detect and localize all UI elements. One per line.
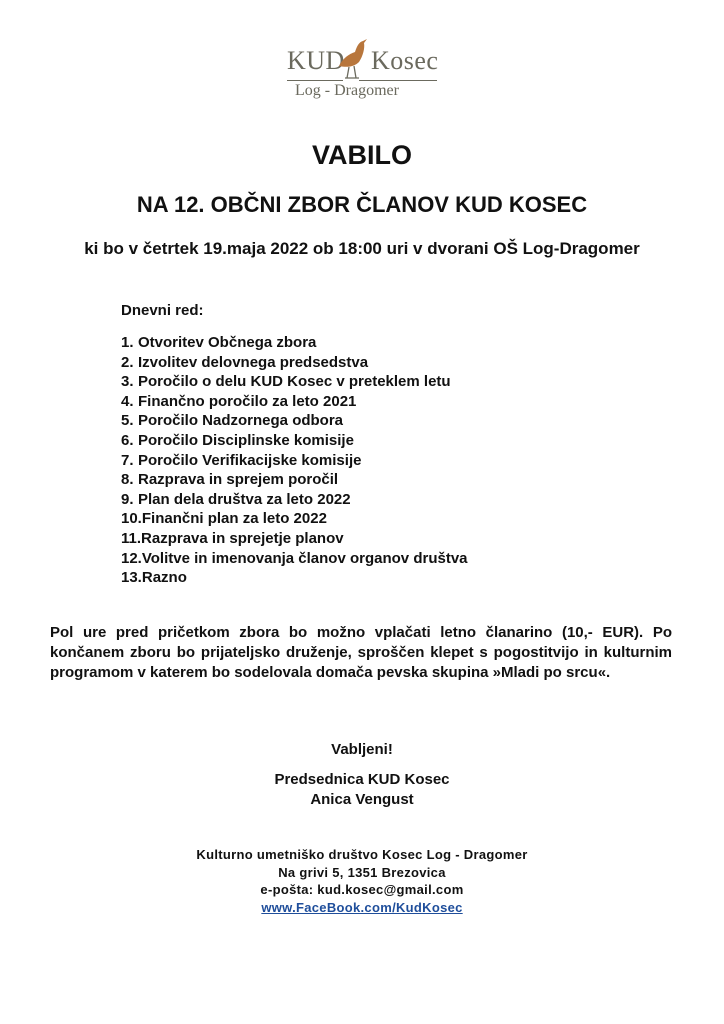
item-text: Finančno poročilo za leto 2021	[138, 392, 357, 410]
item-number: 11.	[121, 529, 142, 547]
item-text: Volitve in imenovanja članov organov društva	[141, 549, 468, 567]
item-text: Poročilo Disciplinske komisije	[138, 431, 354, 449]
agenda-label: Dnevni red:	[121, 302, 204, 319]
item-number: 10.	[121, 510, 142, 528]
bird-icon	[335, 36, 369, 80]
list-item	[121, 549, 468, 569]
meeting-details: ki bo v četrtek 19.maja 2022 ob 18:00 uri v dvorani OŠ Log-Dragomer	[84, 239, 640, 258]
item-number: 13.	[121, 569, 142, 587]
item-number: 1.	[121, 334, 134, 351]
logo-left-word: KUD	[287, 46, 345, 75]
item-text: Poročilo o delu KUD Kosec v preteklem letu	[138, 373, 451, 391]
list-item	[121, 411, 468, 431]
list-item	[121, 392, 468, 412]
facebook-link[interactable]: www.FaceBook.com/KudKosec	[261, 899, 463, 915]
list-item	[121, 509, 468, 529]
list-item	[121, 372, 468, 392]
logo-subtitle: Log - Dragomer	[295, 82, 399, 99]
item-text: Otvoritev Občnega zbora	[138, 334, 317, 351]
item-number: 8.	[121, 471, 134, 489]
item-number: 4.	[121, 392, 134, 410]
kud-kosec-logo	[283, 36, 443, 102]
greeting: Vabljeni!	[331, 741, 393, 758]
item-number: 12.	[121, 549, 142, 567]
item-text: Finančni plan za leto 2022	[141, 510, 327, 528]
signer-title: Predsednica KUD Kosec	[274, 771, 450, 788]
item-text: Razprava in sprejetje planov	[141, 529, 344, 547]
org-email: e-pošta: kud.kosec@gmail.com	[260, 882, 464, 897]
list-item	[121, 529, 468, 549]
list-item	[121, 490, 468, 510]
logo-divider-left	[287, 80, 343, 81]
list-item	[121, 431, 468, 451]
item-number: 7.	[121, 451, 134, 469]
signature-block	[0, 770, 724, 810]
item-number: 3.	[121, 373, 134, 391]
item-text: Poročilo Verifikacijske komisije	[138, 451, 362, 469]
footer	[0, 846, 724, 916]
item-number: 9.	[121, 490, 134, 508]
signer-name: Anica Vengust	[310, 791, 414, 808]
org-address: Na grivi 5, 1351 Brezovica	[278, 864, 446, 880]
item-text: Plan dela društva za leto 2022	[138, 490, 351, 508]
agenda-list	[121, 333, 468, 588]
list-item	[121, 353, 468, 373]
item-number: 5.	[121, 412, 134, 430]
list-item	[121, 470, 468, 490]
list-item	[121, 333, 468, 353]
item-number: 6.	[121, 431, 134, 449]
item-number: 2.	[121, 353, 134, 371]
item-text: Razno	[141, 569, 187, 587]
page-title: VABILO	[312, 140, 412, 170]
notice-paragraph: Pol ure pred pričetkom zbora bo možno vplačati letno članarino (10,- EUR). Po končanem zboru bo prijateljsko druženje, sproščen klepet s pogostitvijo in kulturnim programom v katerem bo sodelovala domača pevska skupina »Mladi po srcu«.	[50, 624, 672, 681]
item-text: Izvolitev delovnega predsedstva	[138, 353, 369, 371]
item-text: Poročilo Nadzornega odbora	[138, 412, 344, 430]
item-text: Razprava in sprejem poročil	[138, 471, 339, 489]
list-item	[121, 568, 468, 588]
logo-divider-right	[359, 80, 437, 81]
page-subtitle: NA 12. OBČNI ZBOR ČLANOV KUD KOSEC	[136, 192, 588, 217]
list-item	[121, 451, 468, 471]
logo-right-word: Kosec	[371, 46, 439, 75]
org-name: Kulturno umetniško društvo Kosec Log - Dragomer	[196, 847, 528, 862]
